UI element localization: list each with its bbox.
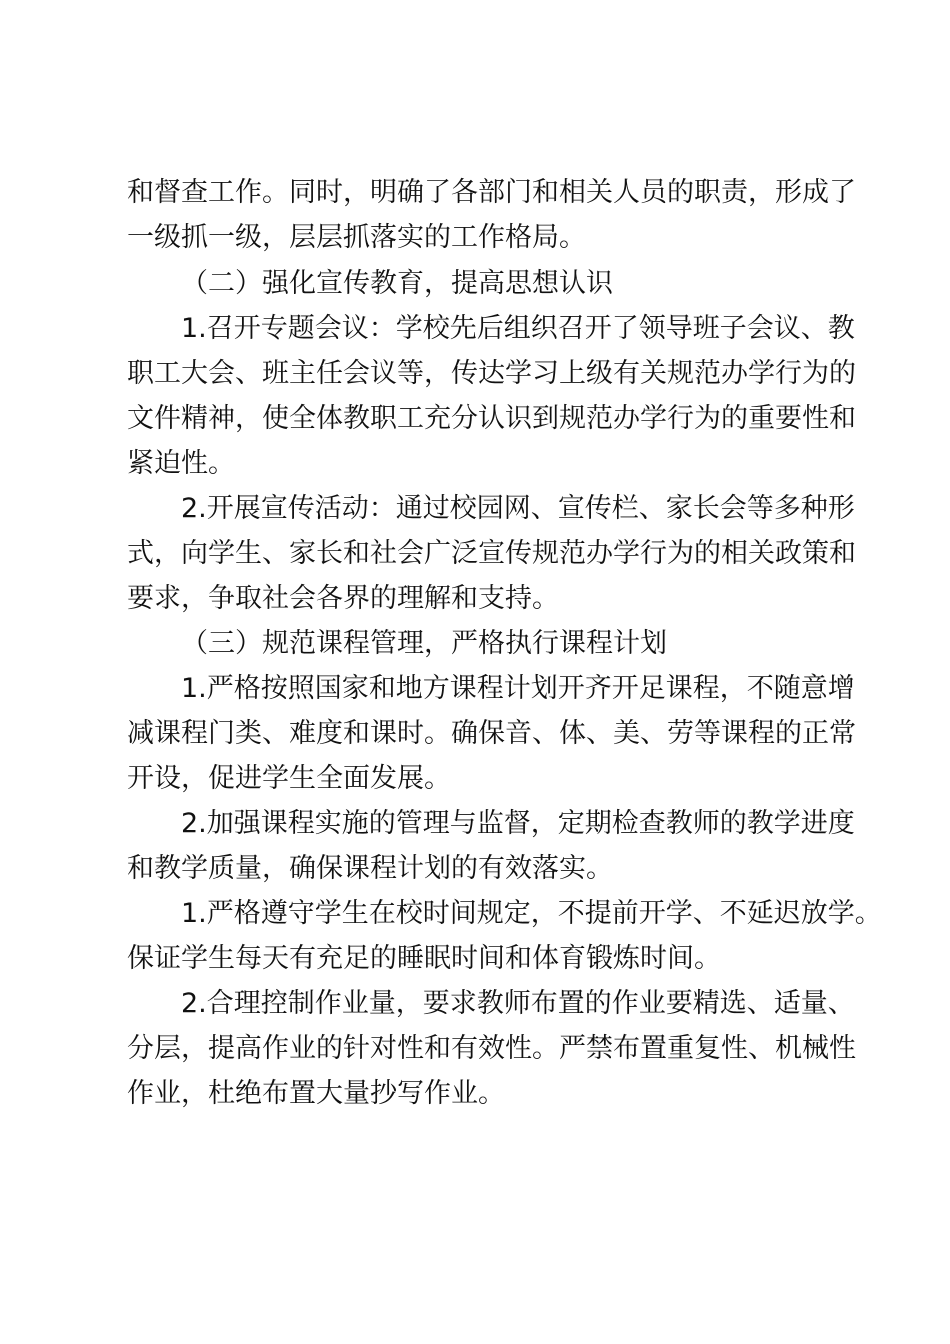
- text-line: 文件精神，使全体教职工充分认识到规范办学行为的重要性和: [127, 403, 856, 434]
- text-line: 职工大会、班主任会议等，传达学习上级有关规范办学行为的: [127, 358, 856, 389]
- text-line: 2.合理控制作业量，要求教师布置的作业要精选、适量、: [181, 988, 855, 1019]
- text-line: 式，向学生、家长和社会广泛宣传规范办学行为的相关政策和: [127, 538, 856, 569]
- text-line: 作业，杜绝布置大量抄写作业。: [127, 1078, 505, 1109]
- text-line: 一级抓一级，层层抓落实的工作格局。: [127, 222, 586, 253]
- text-line: 1.严格按照国家和地方课程计划开齐开足课程，不随意增: [181, 673, 855, 704]
- text-line: 保证学生每天有充足的睡眠时间和体育锻炼时间。: [127, 943, 721, 974]
- text-line: 开设，促进学生全面发展。: [127, 763, 451, 794]
- section-heading: （三）规范课程管理，严格执行课程计划: [181, 628, 667, 659]
- text-line: 2.开展宣传活动：通过校园网、宣传栏、家长会等多种形: [181, 493, 855, 524]
- text-line: 紧迫性。: [127, 448, 235, 479]
- text-line: 1.严格遵守学生在校时间规定，不提前开学、不延迟放学。: [181, 898, 882, 929]
- section-heading: （二）强化宣传教育，提高思想认识: [181, 268, 613, 299]
- text-line: 和督查工作。同时，明确了各部门和相关人员的职责，形成了: [127, 177, 856, 208]
- text-line: 分层，提高作业的针对性和有效性。严禁布置重复性、机械性: [127, 1033, 856, 1064]
- text-line: 1.召开专题会议：学校先后组织召开了领导班子会议、教: [181, 313, 855, 344]
- text-line: 和教学质量，确保课程计划的有效落实。: [127, 853, 613, 884]
- text-line: 2.加强课程实施的管理与监督，定期检查教师的教学进度: [181, 808, 855, 839]
- text-line: 要求，争取社会各界的理解和支持。: [127, 583, 559, 614]
- text-line: 减课程门类、难度和课时。确保音、体、美、劳等课程的正常: [127, 718, 856, 749]
